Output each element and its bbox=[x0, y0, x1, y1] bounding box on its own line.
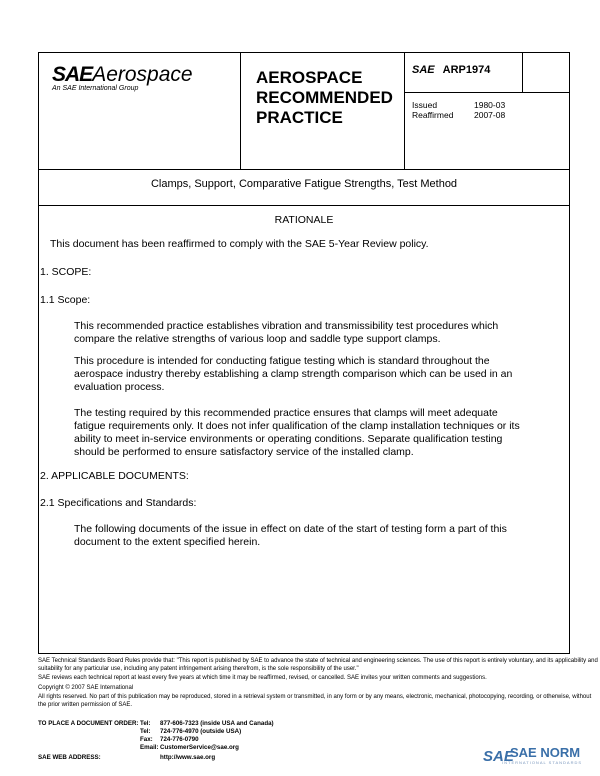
header-divider bbox=[240, 52, 241, 170]
tel1-label: Tel: bbox=[140, 720, 151, 727]
section-heading: 1. SCOPE: bbox=[40, 266, 92, 278]
section-heading: 2. APPLICABLE DOCUMENTS: bbox=[40, 470, 189, 482]
footer-copyright: Copyright © 2007 SAE International bbox=[38, 684, 134, 691]
reaffirmed-date: 2007-08 bbox=[474, 110, 506, 120]
paragraph: The testing required by this recommended practice ensures that clamps will meet adequate fatigue requirements only. It does not infer qualification of the clamp installation techniques or its ability to meet in-service environments or operating conditions. Separate qualification testing should be performed to ensure satisfactory service of the installed clamp. bbox=[74, 407, 520, 458]
document-type-title bbox=[256, 68, 393, 128]
title-line: AEROSPACE bbox=[256, 68, 363, 87]
document-number bbox=[412, 64, 490, 76]
email-value: CustomerService@sae.org bbox=[160, 744, 239, 751]
header-divider bbox=[404, 92, 570, 93]
issued-date: 1980-03 bbox=[474, 100, 506, 110]
tel1-value: 877-606-7323 (inside USA and Canada) bbox=[160, 720, 274, 727]
doc-number-value: ARP1974 bbox=[442, 64, 491, 76]
header-divider bbox=[522, 52, 523, 92]
tel2-value: 724-776-4970 (outside USA) bbox=[160, 728, 242, 735]
subsection-heading: 2.1 Specifications and Standards: bbox=[40, 497, 197, 509]
logo-aerospace: Aerospace bbox=[92, 63, 193, 86]
tel2-label: Tel: bbox=[140, 728, 151, 735]
watermark-tagline: INTERNATIONAL STANDARDS bbox=[502, 760, 583, 765]
footer-review: SAE reviews each technical report at least every five years at which time it may be reaffirmed, revised, or cancelled. SAE invites your written comments and suggestions. bbox=[38, 675, 487, 682]
fax-label: Fax: bbox=[140, 736, 153, 743]
doc-sae-mark: SAE bbox=[412, 64, 435, 76]
paragraph: The following documents of the issue in effect on date of the start of testing form a part of this document to the extent specified herein. bbox=[74, 523, 507, 548]
subject-divider bbox=[38, 205, 570, 206]
legal-footer bbox=[38, 658, 598, 710]
sae-norm-watermark bbox=[480, 742, 600, 770]
reaffirmed-label: Reaffirmed bbox=[412, 110, 454, 120]
web-address: http://www.sae.org bbox=[160, 754, 216, 761]
order-label: TO PLACE A DOCUMENT ORDER: bbox=[38, 720, 139, 727]
email-label: Email: bbox=[140, 744, 159, 751]
logo-subtitle: An SAE International Group bbox=[52, 85, 139, 92]
svg-text:SAE: SAE bbox=[483, 748, 514, 765]
issue-dates bbox=[412, 100, 506, 120]
sae-aerospace-logo bbox=[52, 63, 193, 87]
watermark-brand: SAE NORM bbox=[510, 745, 581, 760]
paragraph: This procedure is intended for conducting fatigue testing which is standard throughout the aerospace industry thereby establishing a clamp strength comparison which can be used in an evaluation process. bbox=[74, 355, 513, 393]
header-divider bbox=[404, 52, 405, 170]
footer-rights: All rights reserved. No part of this publication may be reproduced, stored in a retrieval system or transmitted, in any form or by any means, electronic, mechanical, photocopying, recording, or otherwise, without the prior written permission of SAE. bbox=[38, 694, 592, 708]
rationale-heading: RATIONALE bbox=[274, 214, 334, 226]
rationale-text: This document has been reaffirmed to comply with the SAE 5-Year Review policy. bbox=[50, 238, 429, 250]
footer-rules: SAE Technical Standards Board Rules provide that: "This report is published by SAE to advance the state of technical and engineering sciences. The use of this report is entirely voluntary, and its applicability and suitability for any particular use, including any patent infringement arising therefrom, is the sole responsibility of the user." bbox=[38, 658, 598, 672]
paragraph: This recommended practice establishes vibration and transmissibility test procedures which compare the relative strengths of various loop and saddle type support clamps. bbox=[74, 320, 499, 345]
issued-label: Issued bbox=[412, 100, 438, 110]
web-label: SAE WEB ADDRESS: bbox=[38, 754, 101, 761]
logo-sae: SAE bbox=[52, 63, 93, 86]
title-line: PRACTICE bbox=[256, 108, 343, 127]
document-subject: Clamps, Support, Comparative Fatigue Strengths, Test Method bbox=[150, 178, 458, 190]
title-line: RECOMMENDED bbox=[256, 88, 393, 107]
subsection-heading: 1.1 Scope: bbox=[40, 294, 91, 306]
fax-value: 724-776-0790 bbox=[160, 736, 199, 743]
